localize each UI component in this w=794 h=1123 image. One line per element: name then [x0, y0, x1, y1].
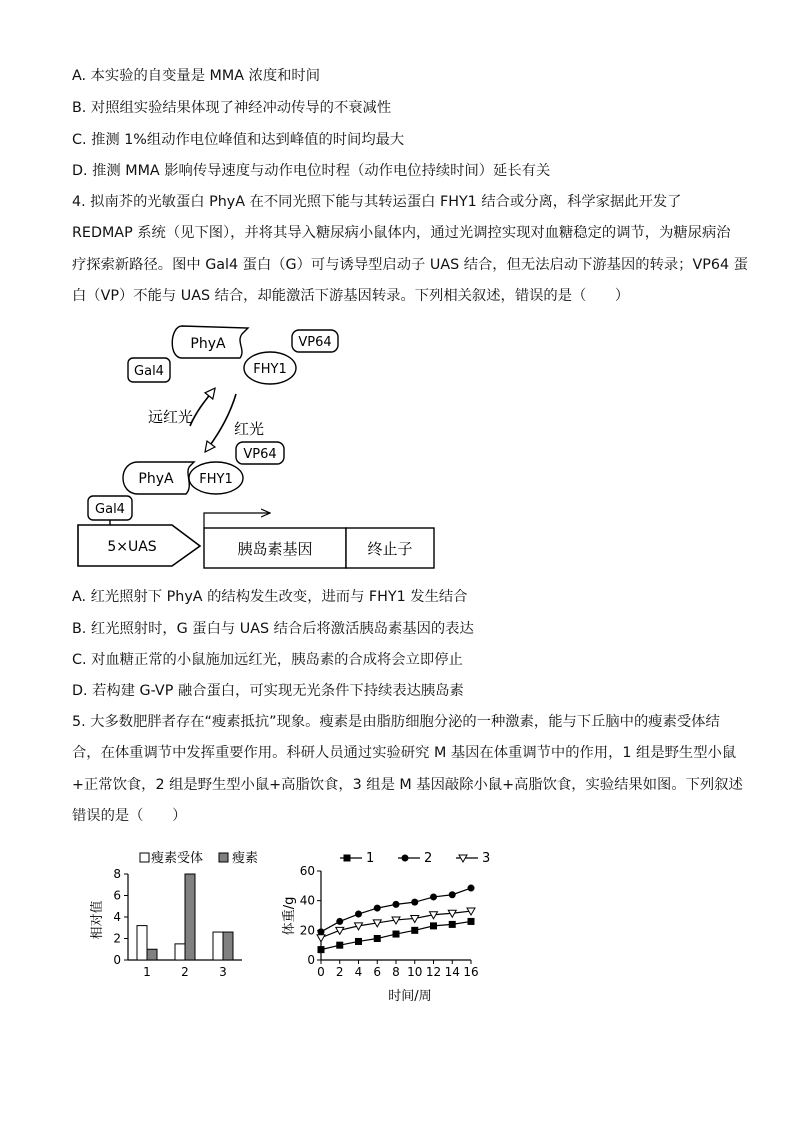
- q5-stem-line-1: 5. 大多数肥胖者存在“瘦素抵抗”现象。瘦素是由脂肪细胞分泌的一种激素，能与下丘脑中的瘦素受体结: [72, 714, 720, 730]
- line-chart-xtick-label: 16: [463, 965, 479, 979]
- legend-label-leptin: 瘦素: [232, 851, 259, 866]
- transcription-arrow: [204, 513, 270, 528]
- line-series-2-point: [374, 905, 381, 912]
- bar-chart-category-label: 2: [181, 965, 189, 979]
- line-series-2-point: [336, 918, 343, 925]
- q4-option-a: A. 红光照射下 PhyA 的结构发生改变，进而与 FHY1 发生结合: [72, 589, 468, 605]
- bar-chart-ytick-label: 4: [113, 910, 121, 924]
- line-series-3-point: [317, 935, 325, 942]
- q4-option-b: B. 红光照射时，G 蛋白与 UAS 结合后将激活胰岛素基因的表达: [72, 621, 474, 637]
- line-series-2-point: [468, 885, 475, 892]
- line-legend-label-3: 3: [482, 851, 491, 866]
- legend-label-receptor: 瘦素受体: [151, 851, 204, 866]
- line-chart-ytick-label: 20: [299, 923, 315, 938]
- q5-stem-line-3: +正常饮食，2 组是野生型小鼠+高脂饮食，3 组是 M 基因敲除小鼠+高脂饮食，实验结果如图。下列叙述: [72, 777, 743, 793]
- bar-leptin-group-3: [223, 932, 233, 960]
- line-series-2-point: [430, 893, 437, 900]
- fhy1-label-top: FHY1: [253, 362, 287, 377]
- gal4-top: [128, 358, 170, 382]
- bar-chart-ytick-label: 2: [113, 931, 121, 946]
- bar-chart-legend: [140, 850, 258, 866]
- q3-option-d: D. 推测 MMA 影响传导速度与动作电位时程（动作电位持续时间）延长有关: [72, 163, 551, 179]
- bar-chart-ytick-label: 8: [113, 867, 121, 881]
- q4-option-d: D. 若构建 G-VP 融合蛋白，可实现无光条件下持续表达胰岛素: [72, 683, 464, 699]
- line-series-2-point: [449, 891, 456, 898]
- phya-label-bottom: PhyA: [138, 471, 174, 487]
- vp64-label-bottom: VP64: [243, 447, 277, 462]
- bar-chart-category-label: 1: [143, 965, 151, 979]
- far-red-label: 远红光: [148, 408, 194, 426]
- q5-stem-line-4: 错误的是（ ）: [72, 808, 187, 824]
- q3-option-a: A. 本实验的自变量是 MMA 浓度和时间: [72, 68, 321, 84]
- q3-option-b: B. 对照组实验结果体现了神经冲动传导的不衰减性: [72, 100, 392, 116]
- line-legend-label-1: 1: [366, 851, 375, 866]
- fhy1-top: [244, 352, 296, 384]
- line-series-1-point: [468, 918, 475, 925]
- line-legend-label-2: 2: [424, 851, 433, 866]
- bar-chart-ylabel: 相对值: [90, 900, 105, 940]
- q3-option-c: C. 推测 1%组动作电位峰值和达到峰值的时间均最大: [72, 132, 405, 148]
- q4-stem-line-1: 4. 拟南芥的光敏蛋白 PhyA 在不同光照下能与其转运蛋白 FHY1 结合或分离，科学家据此开发了: [72, 194, 682, 210]
- line-legend-marker-2: [402, 855, 409, 862]
- legend-swatch-receptor: [140, 853, 149, 862]
- line-chart-xtick-label: 10: [407, 965, 423, 979]
- line-chart-xtick-label: 6: [373, 965, 382, 979]
- line-series-1-point: [336, 942, 343, 949]
- terminator-label: 终止子: [367, 540, 413, 558]
- line-series-1-point: [318, 946, 325, 953]
- fhy1-label-bottom: FHY1: [199, 472, 233, 487]
- fhy1-bottom: [189, 462, 243, 494]
- line-series-1-point: [393, 931, 400, 938]
- line-chart-xtick-label: 2: [335, 965, 344, 979]
- redmap-diagram: [70, 318, 442, 574]
- insulin-gene-label: 胰岛素基因: [237, 540, 313, 558]
- line-chart-xtick-label: 14: [444, 965, 460, 979]
- line-series-2-point: [411, 899, 418, 906]
- line-chart-ytick-label: 40: [299, 893, 315, 908]
- bar-chart-ytick-label: 0: [113, 953, 121, 967]
- gal4-label-bottom: Gal4: [95, 502, 125, 517]
- q4-stem-line-2: REDMAP 系统（见下图），并将其导入糖尿病小鼠体内，通过光调控实现对血糖稳定的调节，为糖尿病治: [72, 225, 731, 241]
- line-series-1-point: [355, 938, 362, 945]
- legend-swatch-leptin: [219, 853, 228, 862]
- line-series-1-point: [430, 922, 437, 929]
- line-chart-xlabel: 时间/周: [388, 989, 432, 1004]
- line-chart-xtick-label: 4: [354, 965, 363, 979]
- bar-chart: [84, 842, 270, 984]
- line-series-2-point: [355, 911, 362, 918]
- gal4-label-top: Gal4: [134, 364, 164, 379]
- line-chart-ytick-label: 0: [307, 953, 315, 967]
- line-chart-xtick-label: 8: [392, 965, 400, 979]
- bar-chart-ytick-label: 6: [113, 888, 121, 903]
- q4-stem-line-3: 疗探索新路径。图中 Gal4 蛋白（G）可与诱导型启动子 UAS 结合，但无法启动下游基因的转录；VP64 蛋: [72, 257, 748, 273]
- bar-chart-category-label: 3: [219, 965, 227, 979]
- q4-stem-line-4: 白（VP）不能与 UAS 结合，却能激活下游基因转录。下列相关叙述，错误的是（ ）: [72, 288, 630, 304]
- red-light-label: 红光: [234, 420, 265, 438]
- line-chart-ytick-label: 60: [299, 864, 315, 878]
- gal4-bottom: [88, 496, 132, 520]
- line-series-2-point: [393, 901, 400, 908]
- line-chart-ylabel: 体重/g: [282, 896, 297, 936]
- bar-receptor-group-1: [137, 926, 147, 960]
- line-chart: [280, 842, 506, 1008]
- uas-label: 5×UAS: [107, 539, 157, 555]
- line-chart-xtick-label: 0: [317, 965, 325, 979]
- phya-label-top: PhyA: [190, 336, 226, 352]
- line-series-1-point: [411, 927, 418, 934]
- red-light-arrow: [208, 394, 236, 448]
- line-series-1-point: [449, 921, 456, 928]
- bar-leptin-group-1: [147, 949, 157, 960]
- bar-leptin-group-2: [185, 874, 195, 960]
- vp64-top: [292, 330, 338, 352]
- bar-receptor-group-3: [213, 932, 223, 960]
- vp64-label-top: VP64: [298, 335, 332, 350]
- far-red-arrow: [190, 392, 212, 426]
- line-chart-xtick-label: 12: [425, 965, 442, 979]
- vp64-bottom: [236, 442, 284, 464]
- phya-separated: [172, 326, 248, 358]
- q5-stem-line-2: 合，在体重调节中发挥重要作用。科研人员通过实验研究 M 基因在体重调节中的作用，1 组是野生型小鼠: [72, 745, 737, 761]
- phya-bound: [123, 462, 194, 494]
- line-series-1-point: [374, 935, 381, 942]
- line-legend-marker-1: [344, 855, 351, 862]
- q4-option-c: C. 对血糖正常的小鼠施加远红光，胰岛素的合成将会立即停止: [72, 652, 463, 668]
- bar-receptor-group-2: [175, 944, 185, 960]
